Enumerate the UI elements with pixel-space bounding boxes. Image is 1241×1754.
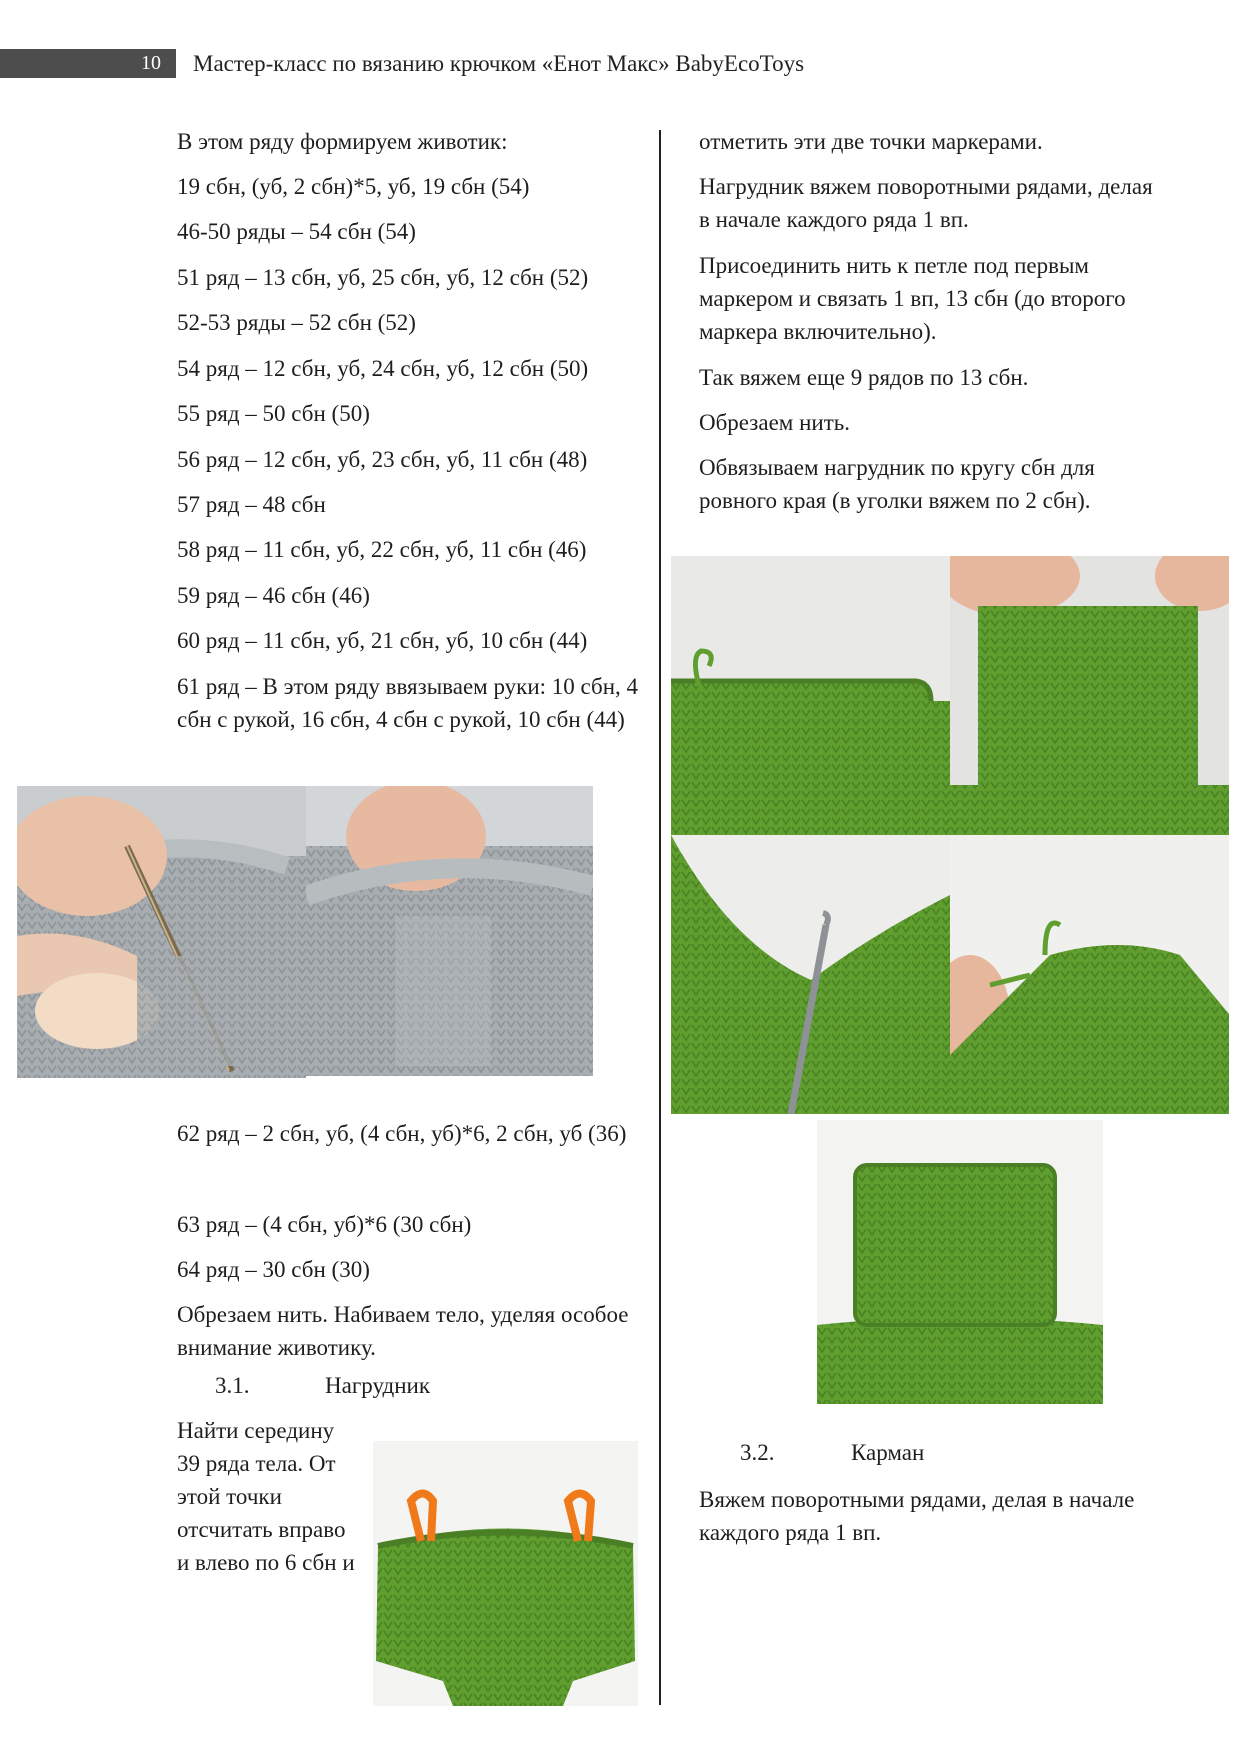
section-number: 3.2.	[740, 1440, 775, 1465]
text-paragraph: Обвязываем нагрудник по кругу сбн для ровного края (в уголки вяжем по 2 сбн).	[699, 455, 1095, 513]
photo-arm-attached	[306, 786, 593, 1076]
text-line: 54 ряд – 12 сбн, уб, 24 сбн, уб, 12 сбн (50)	[177, 356, 589, 381]
text-line: В этом ряду формируем животик:	[177, 129, 508, 154]
column-divider	[659, 130, 661, 1705]
text-paragraph: Вяжем поворотными рядами, делая в начале каждого ряда 1 вп.	[699, 1487, 1135, 1545]
photo-bib-rows	[950, 556, 1229, 835]
photo-markers-on-body	[373, 1441, 638, 1706]
text-line: 58 ряд – 11 сбн, уб, 22 сбн, уб, 11 сбн (46)	[177, 537, 587, 562]
text-line: 59 ряд – 46 сбн (46)	[177, 583, 370, 608]
text-line: 52-53 ряды – 52 сбн (52)	[177, 310, 416, 335]
photo-bib-edging-hook	[671, 835, 950, 1114]
text-line: 64 ряд – 30 сбн (30)	[177, 1257, 370, 1282]
text-paragraph: Присоединить нить к петле под первым маркером и связать 1 вп, 13 сбн (до второго маркера включительно).	[699, 253, 1126, 344]
text-line: 57 ряд – 48 сбн	[177, 492, 326, 517]
photo-bib-finished	[817, 1120, 1103, 1404]
text-line: отметить эти две точки маркерами.	[699, 129, 1043, 154]
text-line: 55 ряд – 50 сбн (50)	[177, 401, 370, 426]
text-line: 51 ряд – 13 сбн, уб, 25 сбн, уб, 12 сбн (52)	[177, 265, 589, 290]
text-line: 61 ряд – В этом ряду ввязываем руки: 10 сбн, 4 сбн с рукой, 16 сбн, 4 сбн с рукой, 10 сбн (44)	[177, 674, 639, 732]
text-line: 46-50 ряды – 54 сбн (54)	[177, 219, 416, 244]
photo-bib-start	[671, 556, 950, 835]
photo-crochet-arm-attach	[17, 786, 306, 1078]
section-title: Карман	[851, 1440, 925, 1465]
page-number: 10	[141, 52, 161, 74]
text-line: 62 ряд – 2 сбн, уб, (4 сбн, уб)*6, 2 сбн, уб (36)	[177, 1121, 627, 1146]
text-line: Обрезаем нить. Набиваем тело, уделяя особое внимание животику.	[177, 1302, 629, 1360]
text-line: 63 ряд – (4 сбн, уб)*6 (30 сбн)	[177, 1212, 472, 1237]
text-paragraph: Нагрудник вяжем поворотными рядами, делая в начале каждого ряда 1 вп.	[699, 174, 1153, 232]
text-paragraph: Найти середину 39 ряда тела. От этой точки отсчитать вправо и влево по 6 сбн и	[177, 1418, 355, 1575]
section-number: 3.1.	[215, 1373, 250, 1398]
text-line: 56 ряд – 12 сбн, уб, 23 сбн, уб, 11 сбн (48)	[177, 447, 588, 472]
text-line: 19 сбн, (уб, 2 сбн)*5, уб, 19 сбн (54)	[177, 174, 530, 199]
text-line: Обрезаем нить.	[699, 410, 851, 435]
text-line: 60 ряд – 11 сбн, уб, 21 сбн, уб, 10 сбн (44)	[177, 628, 588, 653]
text-line: Так вяжем еще 9 рядов по 13 сбн.	[699, 365, 1029, 390]
page-title: Мастер-класс по вязанию крючком «Енот Макс» BabyEcoToys	[193, 51, 805, 76]
section-title: Нагрудник	[325, 1373, 430, 1398]
photo-bib-edging-corner	[950, 835, 1229, 1114]
